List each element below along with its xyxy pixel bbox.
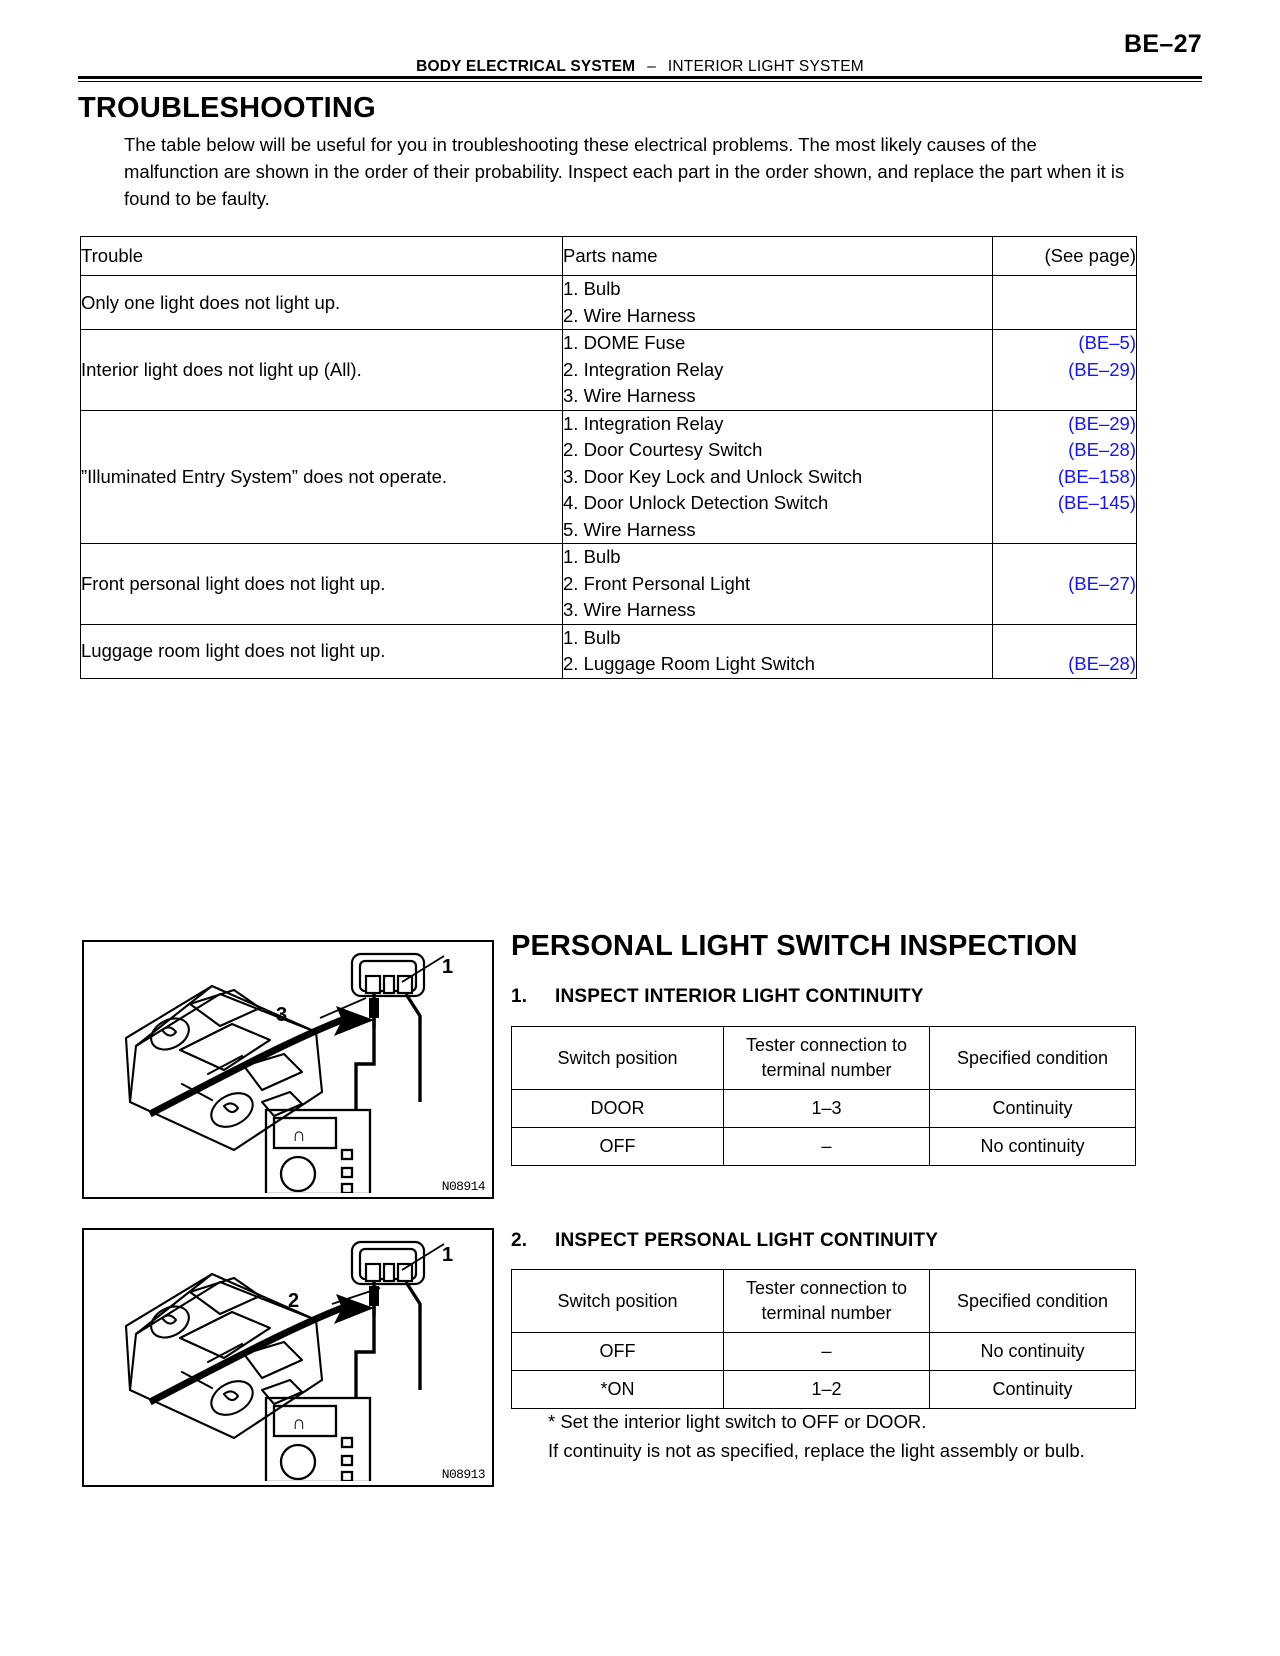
- column-header-specified-condition: Specified condition: [930, 1270, 1136, 1333]
- header-separator: –: [647, 58, 656, 75]
- parts-list: [563, 625, 992, 678]
- inspection-section-title: PERSONAL LIGHT SWITCH INSPECTION: [511, 930, 1078, 962]
- page-ref-item[interactable]: [993, 276, 1136, 303]
- table-row: [512, 1090, 1136, 1128]
- page-ref-item[interactable]: [993, 544, 1136, 571]
- table-row: [512, 1371, 1136, 1409]
- parts-cell: [563, 330, 993, 411]
- footnote-line-1: * Set the interior light switch to OFF or DOOR.: [548, 1411, 927, 1432]
- figure-2-callout-1: 1: [442, 1244, 454, 1266]
- page-ref-list: [993, 544, 1136, 624]
- troubleshooting-intro: The table below will be useful for you in troubleshooting these electrical problems. The most likely causes of the malfunction are shown in the order of their probability. Inspect each part in the order shown, and replace the part when it is found to be faulty.: [124, 134, 1125, 209]
- table-row: [512, 1128, 1136, 1166]
- trouble-cell: Only one light does not light up.: [81, 276, 563, 330]
- figure-1-callout-3: 3: [276, 1004, 288, 1026]
- personal-light-continuity-table: [511, 1269, 1136, 1409]
- tester-connection-value: –: [724, 1333, 930, 1371]
- column-header-switch-position: Switch position: [512, 1027, 724, 1090]
- step-1-heading: [511, 986, 924, 1008]
- switch-position-value: OFF: [512, 1333, 724, 1371]
- svg-text:∩: ∩: [292, 1413, 306, 1434]
- parts-cell: [563, 624, 993, 678]
- footnote-line-2: If continuity is not as specified, replace the light assembly or bulb.: [548, 1440, 1085, 1461]
- part-item: 5. Wire Harness: [563, 518, 696, 540]
- header-rule-thin: [78, 81, 1202, 82]
- pointer-arrow: [150, 1294, 374, 1402]
- column-header-page: (See page): [993, 237, 1137, 276]
- page-ref-list: [993, 411, 1136, 544]
- page-ref-item[interactable]: (BE–145): [1057, 492, 1136, 513]
- switch-position-value: *ON: [512, 1371, 724, 1409]
- figure-2-drawing: [84, 1230, 488, 1481]
- column-header-parts: Parts name: [563, 237, 993, 276]
- table-row: [81, 544, 1137, 625]
- page-number: BE–27: [1124, 30, 1202, 58]
- figure-1-code: N08914: [441, 1179, 485, 1194]
- step-2-label: INSPECT PERSONAL LIGHT CONTINUITY: [555, 1230, 939, 1251]
- interior-light-continuity-table: [511, 1026, 1136, 1166]
- troubleshooting-title: TROUBLESHOOTING: [78, 92, 376, 124]
- part-item: 2. Luggage Room Light Switch: [563, 653, 815, 674]
- switch-position-value: OFF: [512, 1128, 724, 1166]
- table-row: [81, 624, 1137, 678]
- tester-connection-value: 1–3: [724, 1090, 930, 1128]
- table-header-row: [81, 237, 1137, 276]
- trouble-cell: Front personal light does not light up.: [81, 544, 563, 625]
- figure-1-callout-1: 1: [442, 956, 454, 978]
- part-item: 3. Door Key Lock and Unlock Switch: [563, 465, 863, 487]
- step-2-number: 2.: [511, 1230, 528, 1251]
- page-ref-cell: [993, 624, 1137, 678]
- column-header-trouble: Trouble: [81, 237, 563, 276]
- figure-interior-light-continuity: [82, 940, 494, 1199]
- page-ref-cell: [993, 330, 1137, 411]
- tester-connection-value: –: [724, 1128, 930, 1166]
- page-ref-item[interactable]: [993, 303, 1136, 330]
- page-ref-item[interactable]: (BE–5): [1078, 332, 1136, 353]
- header-subsystem-label: INTERIOR LIGHT SYSTEM: [667, 58, 864, 75]
- part-item: 1. Bulb: [563, 546, 621, 567]
- column-header-tester-connection: Tester connection to terminal number: [724, 1027, 930, 1090]
- part-item: 1. Integration Relay: [563, 412, 724, 434]
- part-item: 1. Bulb: [563, 278, 621, 299]
- svg-text:∩: ∩: [292, 1125, 306, 1146]
- step-1-number: 1.: [511, 986, 528, 1007]
- parts-cell: [563, 276, 993, 330]
- page-ref-item[interactable]: [993, 625, 1136, 652]
- step-2-heading: [511, 1230, 938, 1252]
- part-item: 2. Wire Harness: [563, 304, 696, 326]
- header-breadcrumb: [0, 58, 1280, 76]
- specified-condition-value: Continuity: [930, 1371, 1136, 1409]
- trouble-cell: Interior light does not light up (All).: [81, 330, 563, 411]
- page-ref-item[interactable]: [993, 383, 1136, 410]
- part-item: 1. Bulb: [563, 626, 621, 648]
- page-ref-cell: [993, 410, 1137, 544]
- figure-personal-light-continuity: [82, 1228, 494, 1487]
- column-header-switch-position: Switch position: [512, 1270, 724, 1333]
- specified-condition-value: No continuity: [930, 1128, 1136, 1166]
- table-row: [81, 276, 1137, 330]
- part-item: 3. Wire Harness: [563, 385, 696, 406]
- parts-list: [563, 411, 992, 544]
- table-row: [512, 1333, 1136, 1371]
- step-1-label: INSPECT INTERIOR LIGHT CONTINUITY: [555, 986, 924, 1007]
- parts-cell: [563, 410, 993, 544]
- page-ref-item[interactable]: (BE–27): [1068, 572, 1136, 594]
- parts-list: [563, 276, 992, 329]
- pointer-arrow: [150, 1006, 374, 1114]
- page-ref-cell: [993, 276, 1137, 330]
- parts-list: [563, 544, 992, 624]
- part-item: 4. Door Unlock Detection Switch: [563, 492, 829, 513]
- trouble-cell: ”Illuminated Entry System” does not operate.: [81, 410, 563, 544]
- specified-condition-value: Continuity: [930, 1090, 1136, 1128]
- page-ref-item[interactable]: (BE–29): [1068, 358, 1136, 380]
- figure-1-drawing: [84, 942, 488, 1193]
- part-item: 2. Front Personal Light: [563, 572, 751, 594]
- page-ref-item[interactable]: [993, 517, 1136, 544]
- page-ref-list: [993, 276, 1136, 329]
- page-header: [0, 0, 1280, 80]
- part-item: 3. Wire Harness: [563, 599, 696, 620]
- part-item: 2. Integration Relay: [563, 358, 724, 380]
- page-ref-item[interactable]: (BE–28): [1068, 439, 1136, 460]
- page-ref-item[interactable]: (BE–29): [1068, 412, 1136, 434]
- table-row: [81, 330, 1137, 411]
- figure-2-code: N08913: [441, 1467, 485, 1482]
- parts-list: [563, 330, 992, 410]
- table-header-row: [512, 1027, 1136, 1090]
- page-ref-item[interactable]: [993, 597, 1136, 624]
- header-system-label: BODY ELECTRICAL SYSTEM: [416, 58, 636, 75]
- page-ref-item[interactable]: (BE–28): [1068, 653, 1136, 674]
- troubleshooting-table: [80, 236, 1137, 679]
- table-row: [81, 410, 1137, 544]
- page-ref-cell: [993, 544, 1137, 625]
- column-header-specified-condition: Specified condition: [930, 1027, 1136, 1090]
- part-item: 2. Door Courtesy Switch: [563, 439, 763, 460]
- figure-2-callout-2: 2: [288, 1290, 300, 1312]
- table-header-row: [512, 1270, 1136, 1333]
- page-ref-list: [993, 330, 1136, 410]
- tester-connection-value: 1–2: [724, 1371, 930, 1409]
- inspection-footnote: [548, 1407, 1148, 1465]
- part-item: 1. DOME Fuse: [563, 332, 686, 353]
- page-ref-item[interactable]: (BE–158): [1057, 465, 1136, 487]
- header-rule-thick: [78, 76, 1202, 79]
- specified-condition-value: No continuity: [930, 1333, 1136, 1371]
- column-header-tester-connection: Tester connection to terminal number: [724, 1270, 930, 1333]
- parts-cell: [563, 544, 993, 625]
- page-ref-list: [993, 625, 1136, 678]
- trouble-cell: Luggage room light does not light up.: [81, 624, 563, 678]
- switch-position-value: DOOR: [512, 1090, 724, 1128]
